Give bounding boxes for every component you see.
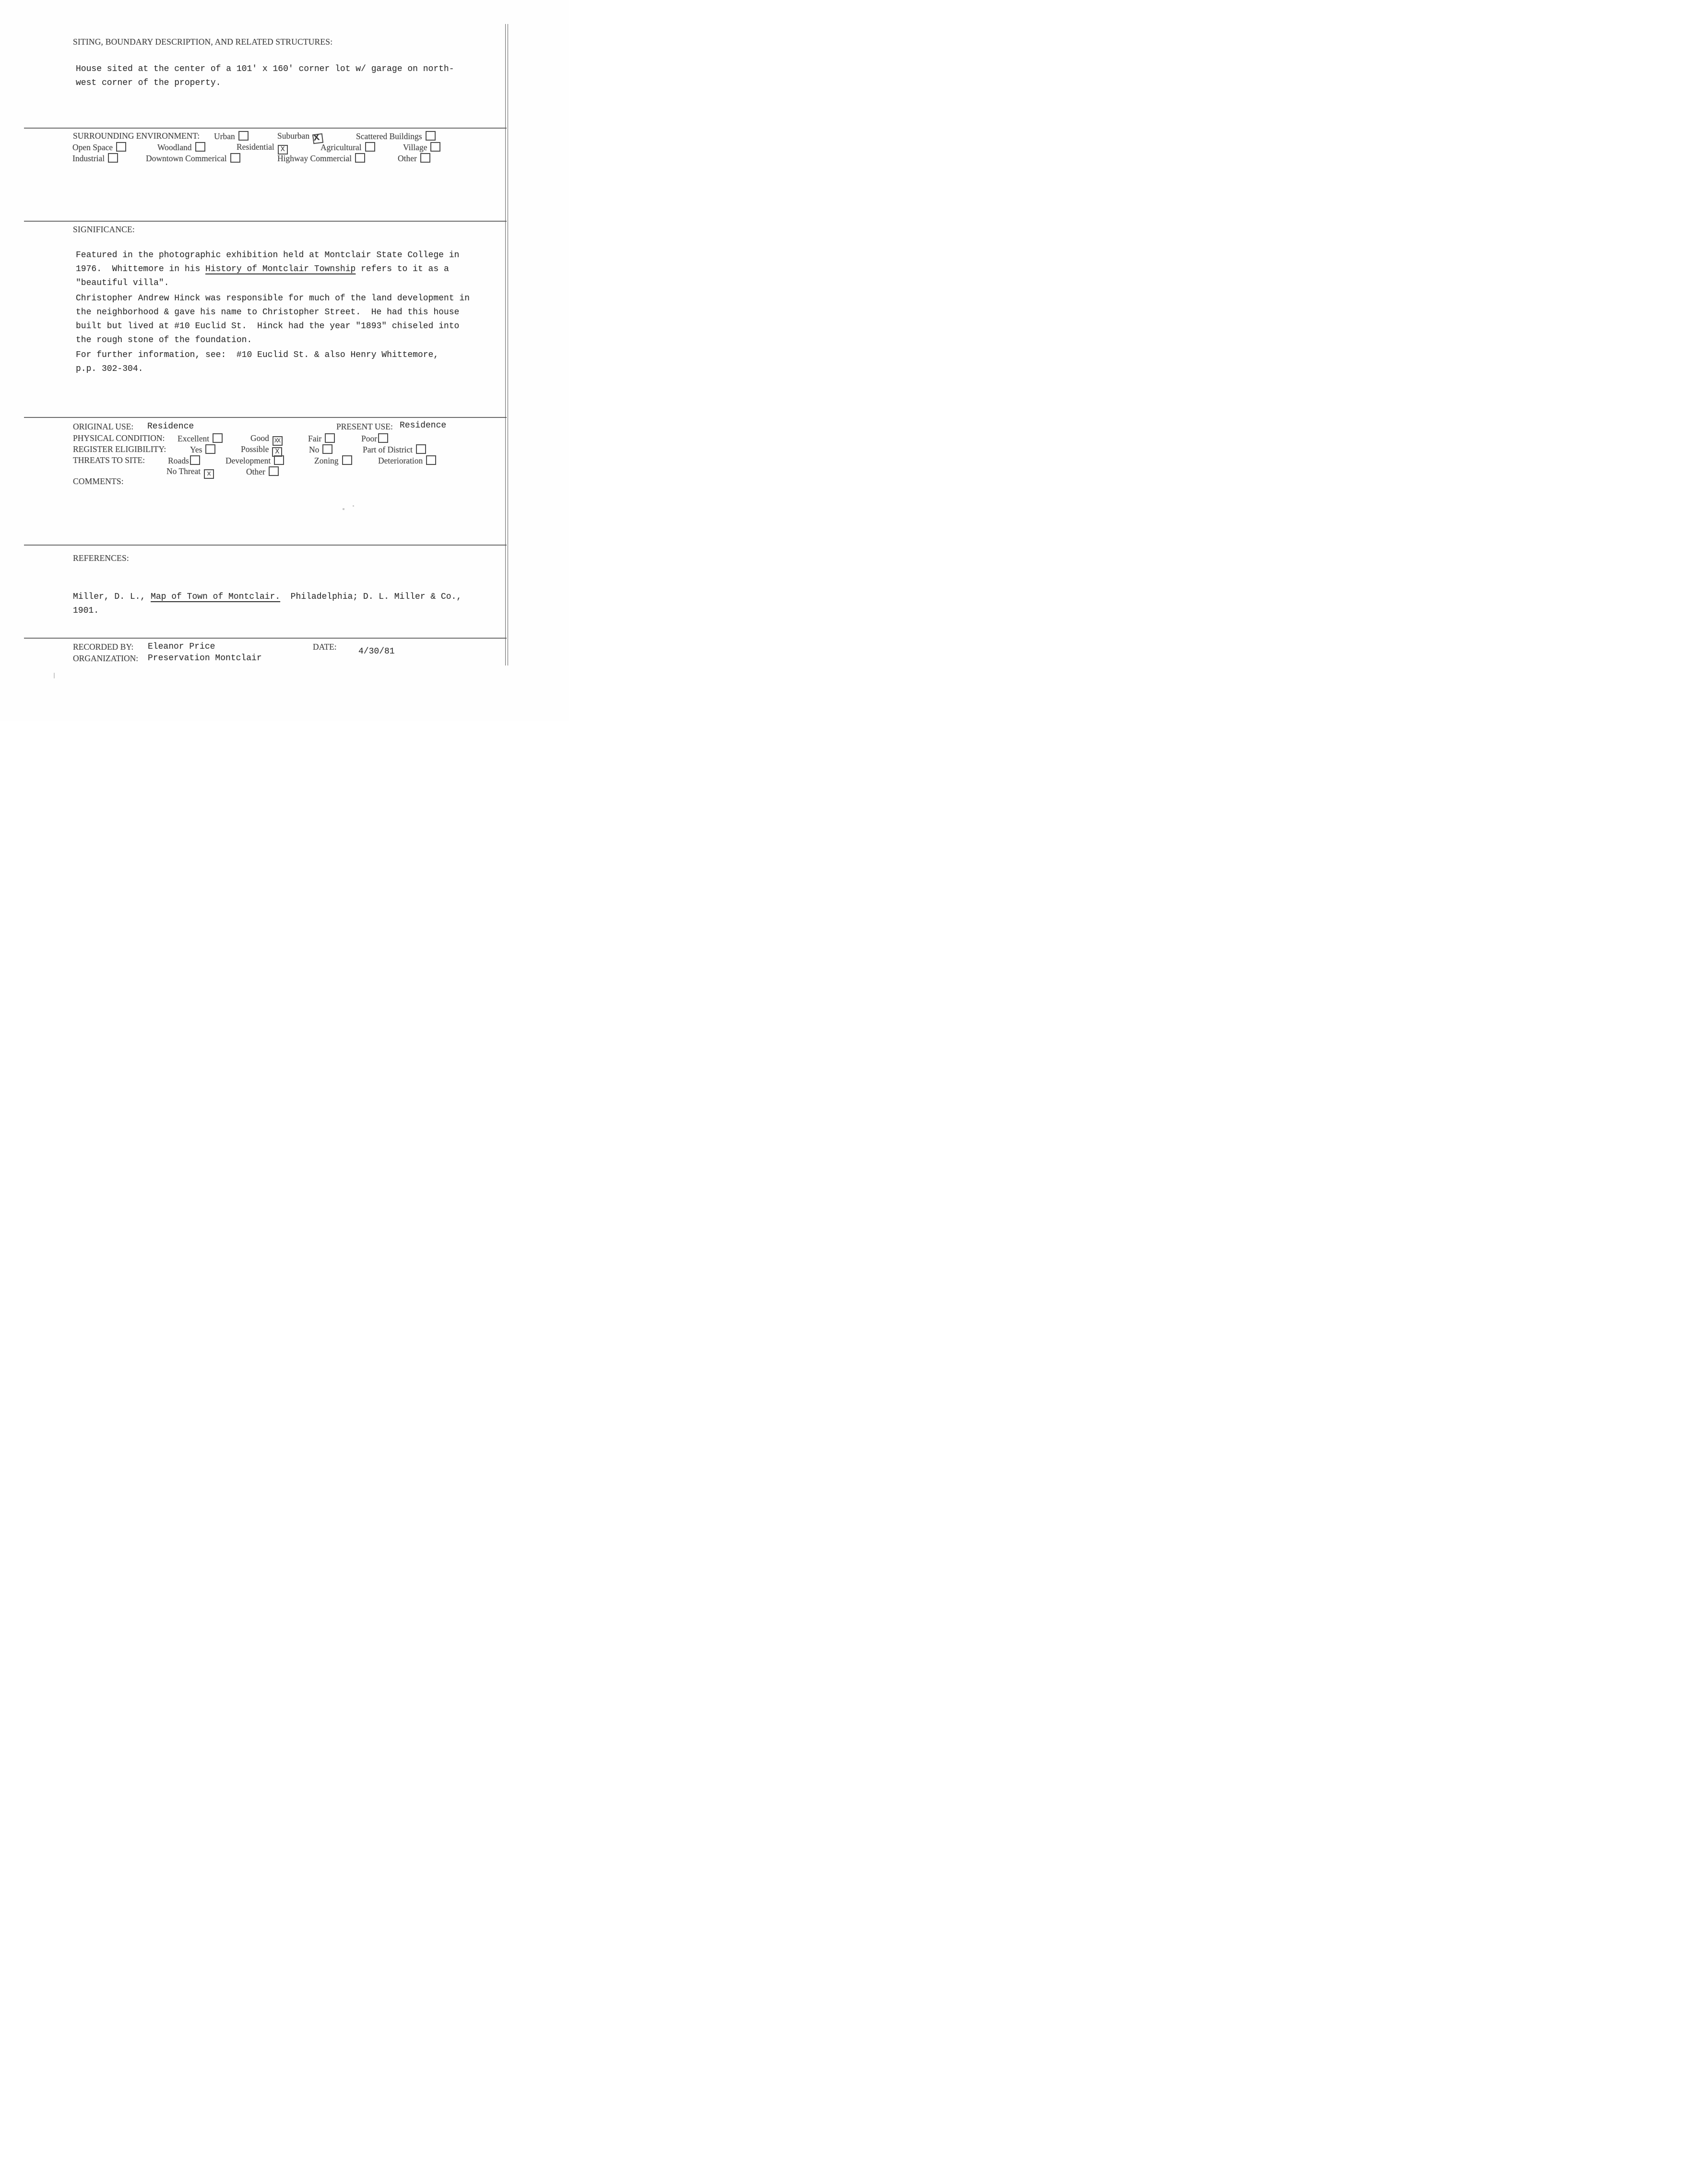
- checkbox: [426, 455, 436, 465]
- physical-condition-row: [0, 433, 509, 445]
- significance-paragraph-1: Featured in the photographic exhibition held at Montclair State College in 1976. Whittemore in his History of Montclair Township refers to it as a "beautiful villa".: [76, 250, 460, 288]
- register-eligibility-label: REGISTER ELIGIBILITY:: [73, 444, 166, 454]
- checkbox: x: [204, 469, 214, 479]
- checkbox: [416, 444, 426, 454]
- checkbox-option: [403, 142, 440, 153]
- checkbox-option-label: Residential: [237, 142, 274, 152]
- checkbox: [195, 142, 205, 152]
- reference-citation: Miller, D. L., Map of Town of Montclair. Philadelphia; D. L. Miller & Co., 1901.: [73, 592, 462, 616]
- present-use-label: PRESENT USE:: [336, 422, 393, 431]
- checkbox-option-label: Scattered Buildings: [356, 131, 422, 141]
- significance-section-label: SIGNIFICANCE:: [73, 225, 135, 234]
- references-section-label: REFERENCES:: [73, 553, 129, 563]
- checkbox: X: [272, 447, 282, 457]
- checkbox: [325, 433, 335, 443]
- scanned-form-page: [0, 0, 569, 721]
- checkbox: [430, 142, 440, 152]
- physical-condition-label: PHYSICAL CONDITION:: [73, 433, 165, 443]
- siting-section-label: SITING, BOUNDARY DESCRIPTION, AND RELATED STRUCTURES:: [73, 37, 333, 47]
- checkbox-option-label: Other: [246, 467, 265, 476]
- checkbox: [190, 455, 200, 465]
- checkbox-option-label: Woodland: [157, 143, 192, 152]
- present-use-value: Residence: [400, 421, 447, 430]
- checkbox: [274, 455, 284, 465]
- checkbox-option: [214, 131, 249, 142]
- checkbox: [238, 131, 249, 141]
- checkbox-option: [309, 444, 332, 455]
- date-label: DATE:: [313, 642, 337, 652]
- checkbox-option-label: Roads: [168, 456, 189, 465]
- checkbox-option: [190, 444, 215, 455]
- environment-section-label: SURROUNDING ENVIRONMENT:: [73, 131, 200, 141]
- checkbox: [322, 444, 332, 454]
- checkbox-option: [308, 433, 335, 444]
- checkbox: [116, 142, 126, 152]
- checkbox: [365, 142, 375, 152]
- register-eligibility-row: [0, 444, 509, 456]
- checkbox-option-label: Urban: [214, 131, 235, 141]
- checkbox-option-label: Other: [398, 154, 417, 163]
- section-divider: [24, 638, 507, 639]
- checkbox: XX: [273, 436, 283, 446]
- checkbox-option-label: Downtown Commerical: [146, 154, 227, 163]
- original-use-label: ORIGINAL USE:: [73, 422, 134, 431]
- checkbox-option: [178, 433, 223, 444]
- section-divider: [24, 417, 507, 418]
- checkbox-option: [363, 444, 426, 455]
- date-value: 4/30/81: [358, 647, 395, 656]
- checkbox-option-label: Agricultural: [320, 143, 362, 152]
- checkbox-option-label: Yes: [190, 445, 202, 454]
- recorded-by-label: RECORDED BY:: [73, 642, 134, 652]
- checkbox-option: [72, 153, 118, 164]
- checkbox-option-label: No: [309, 445, 320, 454]
- environment-row-1: [0, 131, 509, 143]
- checkbox: [269, 466, 279, 476]
- threats-to-site-row: [0, 455, 509, 467]
- checkbox: [420, 153, 430, 163]
- organization-label: ORGANIZATION:: [73, 654, 139, 663]
- checkbox-option: [378, 455, 436, 466]
- checkbox: [213, 433, 223, 443]
- checkbox-option: [146, 153, 240, 164]
- checkbox-option: [314, 455, 352, 466]
- section-divider: [24, 221, 507, 222]
- checkbox-option-label: No Threat: [166, 466, 201, 476]
- checkbox: [205, 444, 215, 454]
- organization-value: Preservation Montclair: [148, 654, 262, 663]
- use-row: [0, 422, 509, 433]
- checkbox-option: [166, 466, 214, 479]
- checkbox-option: [277, 153, 365, 164]
- organization-row: [0, 654, 509, 665]
- checkbox-option: [157, 142, 205, 153]
- checkbox: [342, 455, 352, 465]
- original-use-value: Residence: [147, 422, 194, 431]
- siting-text: House sited at the center of a 101' x 160' corner lot w/ garage on north- west corner of the property.: [76, 64, 454, 88]
- scan-artifact: [343, 508, 344, 510]
- checkbox-option-label: Poor: [361, 434, 378, 443]
- checkbox-option-label: Excellent: [178, 434, 210, 443]
- significance-paragraph-3: For further information, see: #10 Euclid St. & also Henry Whittemore, p.p. 302-304.: [76, 350, 439, 374]
- section-divider: [24, 545, 507, 546]
- checkbox-option-label: Good: [250, 433, 269, 443]
- checkbox-option-label: Fair: [308, 434, 322, 443]
- checkbox: x: [312, 133, 323, 144]
- binding-rule: [505, 24, 508, 666]
- comments-section-label: COMMENTS:: [73, 476, 124, 486]
- checkbox-option: [168, 455, 200, 466]
- checkbox: [378, 433, 388, 443]
- section-divider: [24, 128, 507, 129]
- recorded-by-value: Eleanor Price: [148, 642, 215, 652]
- checkbox-option: [246, 466, 279, 477]
- checkbox-option: [225, 455, 284, 466]
- checkbox-option-label: Possible: [241, 444, 269, 454]
- scan-artifact: [54, 673, 55, 678]
- checkbox-option-label: Development: [225, 456, 271, 465]
- checkbox-option-label: Part of District: [363, 445, 413, 454]
- checkbox: [108, 153, 118, 163]
- significance-paragraph-2: Christopher Andrew Hinck was responsible for much of the land development in the neighborhood & gave his name to Christopher Street. He had this house built but lived at #10 Euclid St. Hinck had the year "1893" chiseled into the rough stone of the foundation.: [76, 294, 470, 345]
- checkbox-option-label: Suburban: [277, 131, 310, 141]
- checkbox-option-label: Industrial: [72, 154, 105, 163]
- threats-to-site-label: THREATS TO SITE:: [73, 455, 145, 465]
- checkbox-option: [320, 142, 375, 153]
- checkbox-option-label: Deterioration: [378, 456, 423, 465]
- environment-row-3: [0, 153, 509, 165]
- checkbox-option-label: Village: [403, 143, 427, 152]
- checkbox: [426, 131, 436, 141]
- environment-row-2: [0, 142, 509, 154]
- checkbox-option: [398, 153, 430, 164]
- checkbox-option: [356, 131, 436, 142]
- checkbox-option-label: Open Space: [72, 143, 113, 152]
- checkbox-option-label: Zoning: [314, 456, 339, 465]
- checkbox-option-label: Highway Commercial: [277, 154, 352, 163]
- checkbox: [355, 153, 365, 163]
- checkbox: [230, 153, 240, 163]
- checkbox: X: [278, 145, 288, 154]
- checkbox-option: [361, 433, 388, 444]
- checkbox-option: [72, 142, 126, 153]
- scan-artifact: [353, 505, 354, 507]
